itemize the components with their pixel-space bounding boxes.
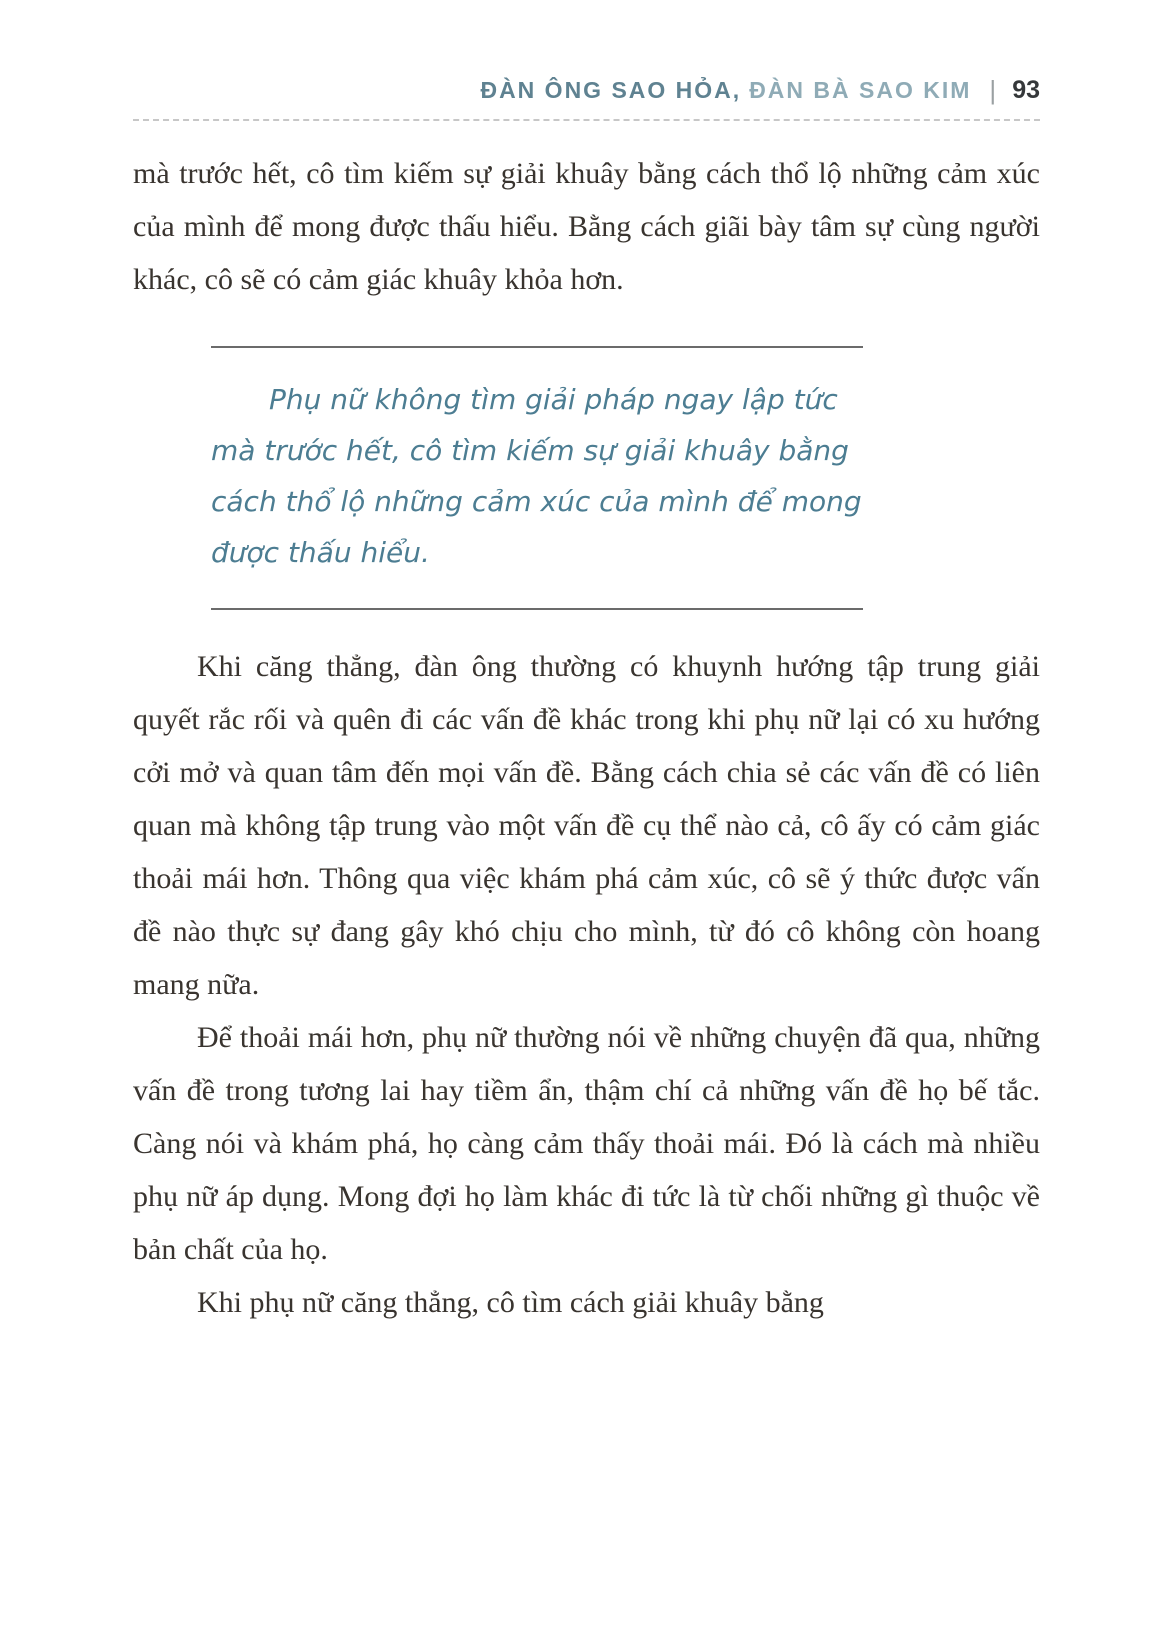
- running-header: [133, 74, 1040, 105]
- pull-quote-text: Phụ nữ không tìm giải pháp ngay lập tức mà trước hết, cô tìm kiếm sự giải khuây bằng cách thổ lộ những cảm xúc của mình để mong được thấu hiểu.: [211, 383, 862, 569]
- page-number: 93: [1012, 76, 1040, 104]
- quote-rule-bottom: [211, 608, 863, 610]
- paragraph: Khi căng thẳng, đàn ông thường có khuynh hướng tập trung giải quyết rắc rối và quên đi các vấn đề khác trong khi phụ nữ lại có xu hướng cởi mở và quan tâm đến mọi vấn đề. Bằng cách chia sẻ các vấn đề có liên quan mà không tập trung vào một vấn đề cụ thể nào cả, cô ấy có cảm giác thoải mái hơn. Thông qua việc khám phá cảm xúc, cô sẽ ý thức được vấn đề nào thực sự đang gây khó chịu cho mình, từ đó cô không còn hoang mang nữa.: [133, 650, 1040, 1001]
- paragraph: Để thoải mái hơn, phụ nữ thường nói về những chuyện đã qua, những vấn đề trong tương lai hay tiềm ẩn, thậm chí cả những vấn đề họ bế tắc. Càng nói và khám phá, họ càng cảm thấy thoải mái. Đó là cách mà nhiều phụ nữ áp dụng. Mong đợi họ làm khác đi tức là từ chối những gì thuộc về bản chất của họ.: [133, 1021, 1040, 1266]
- pull-quote: [211, 346, 863, 610]
- book-title-part-2: ĐÀN BÀ SAO KIM: [749, 77, 972, 103]
- header-separator: |: [989, 75, 999, 105]
- book-title-part-1: ĐÀN ÔNG SAO HỎA,: [480, 77, 742, 103]
- paragraph: Khi phụ nữ căng thẳng, cô tìm cách giải khuây bằng: [197, 1286, 824, 1319]
- paragraph-continuation: mà trước hết, cô tìm kiếm sự giải khuây bằng cách thổ lộ những cảm xúc của mình để mong được thấu hiểu. Bằng cách giãi bày tâm sự cùng người khác, cô sẽ có cảm giác khuây khỏa hơn.: [133, 157, 1040, 296]
- dashed-divider: [133, 119, 1040, 121]
- page-content: [133, 147, 1040, 1329]
